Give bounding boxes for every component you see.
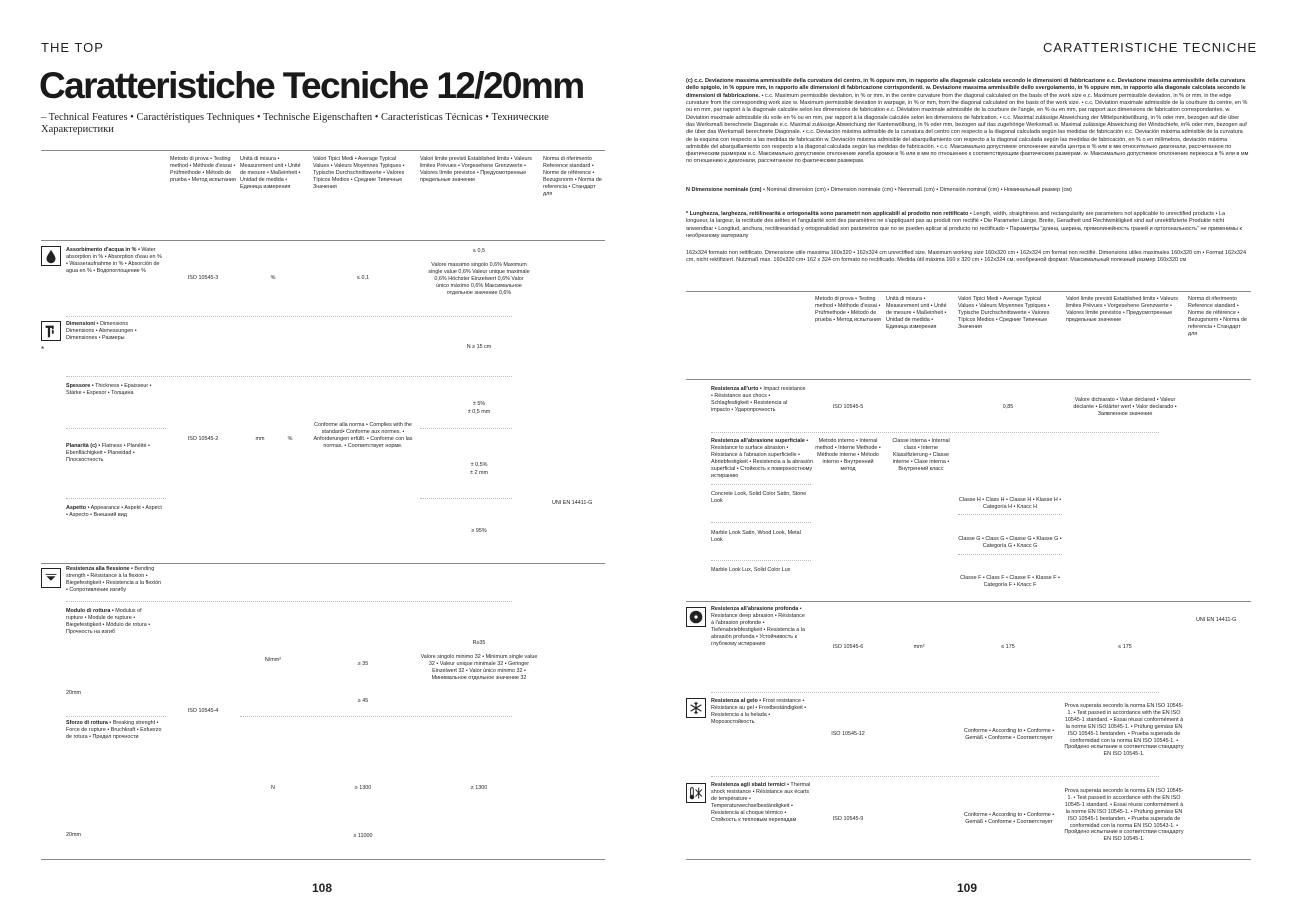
flatness-unit-pct: % bbox=[287, 436, 293, 442]
dimensions-star: * bbox=[41, 345, 45, 354]
right-header-norm: Norma di riferimento Reference standard • Norme de référence • Bezugsnorm • Norma de referencia • Стандарт для bbox=[1188, 296, 1247, 337]
right-deep-rule bbox=[686, 601, 1251, 602]
thermal-shock-icon bbox=[686, 783, 706, 803]
left-header-top-rule bbox=[41, 150, 605, 151]
deep-abrasion-limit: ≤ 175 bbox=[1118, 644, 1132, 650]
right-header-limits: Valori limite previsti Established limits • Valeurs limites Prévues • Vorgesehene Grenzwerte • Valores límite previstos • Предусмотренные предельные значение bbox=[1066, 296, 1178, 323]
right-header-top-rule bbox=[686, 291, 1251, 292]
left-page-number: 108 bbox=[312, 881, 333, 895]
left-header-limits: Valori limite previsti Established limits • Valeurs limites Prévues • Vorgesehene Grenzwerte • Valores límite previstos • Предусмотренные предельные значение bbox=[420, 156, 532, 183]
divider bbox=[711, 692, 1159, 693]
page-title: Caratteristiche Tecniche 12/20mm bbox=[39, 65, 584, 106]
left-header-norm: Norma di riferimento Reference standard • Norme de référence • Bezugsnorm • Norma de referencia • Стандарт для bbox=[543, 156, 602, 197]
breaking-typical: ≥ 1300 bbox=[354, 785, 372, 791]
impact-limit: Valore dichiarato • Value declared • Valeur déclarée • Erklärter wert • Valor declarado • Заявленное значение bbox=[1073, 397, 1177, 417]
flatness-label: Planarità (c) • Flatness • Planéité • Ebenflächigkeit • Planeidad • Плоскостность bbox=[66, 443, 150, 463]
rupture-method: ISO 10545-4 bbox=[187, 708, 219, 714]
marble-lux-label: Marble Look Lux, Solid Color Lux bbox=[711, 567, 791, 573]
divider bbox=[66, 716, 166, 717]
water-drop-icon bbox=[41, 246, 61, 266]
thermal-limit: Prova superata secondo la norma EN ISO 10545-1. • Test passed in accordance with the EN ISO 10545-1 standard. • Essai réussi conformément à la norme EN ISO 10545-1. • Prüfung gemäss EN ISO 10545-1 bestanden. • Prueba superada de conformidad con la norma EN ISO 10543-1. • Пройдено испытание в соответствии стандарту EN ISO 10545-1. bbox=[1064, 788, 1184, 843]
right-page-number: 109 bbox=[957, 881, 978, 895]
right-header-unit: Unità di misura • Measurement unit • Unité de mesure • Maßeinheit • Unidad de medida • Единица измерения bbox=[886, 296, 947, 330]
left-header-unit: Unità di misura • Measurement unit • Unité de mesure • Maßeinheit • Unidad de medida • Единица измерения bbox=[240, 156, 301, 190]
impact-label: Resistenza all'urto • Impact resistance • Résistance aux chocs • Schlagfestigkeit • Resistencia al impacto • Ударопрочность bbox=[711, 386, 806, 413]
thickness-limit-1: ± 5% bbox=[472, 401, 486, 407]
surface-abrasion-label: Resistenza all'abrasione superficiale • Resistance to surface abrasion • Résistance à l'abrasion superficielle • Abriebfestigkeit • Resistencia a la abrasión superficial • Стойкость к поверхностному истиранию bbox=[711, 438, 813, 479]
impact-method: ISO 10545-5 bbox=[832, 404, 864, 410]
rupture-typical-20mm: ≥ 45 bbox=[357, 698, 369, 704]
appearance-label: Aspetto • Appearance • Aspekt • Aspect • Aspecto • Внешний вид bbox=[66, 505, 162, 518]
divider bbox=[240, 716, 512, 717]
divider bbox=[958, 514, 1062, 515]
deep-abrasion-icon bbox=[686, 607, 706, 627]
left-header-method: Metodo di prova • Testing method • Méthode d'essai • Prüfmethode • Método de prueba • Метод испытания bbox=[170, 156, 236, 183]
frost-method: ISO 10545-12 bbox=[831, 731, 865, 737]
right-bottom-rule bbox=[686, 859, 1251, 860]
concrete-look-label: Concrete Look, Solid Color Satin, Stone Look bbox=[711, 491, 807, 504]
left-header-typical: Valori Tipici Medi • Average Typical Values • Valeurs Moyennes Typiques • Typische Durchschnittswerte • Valores Típicos Medios • Средние Типичные Значения bbox=[313, 156, 405, 190]
breaking-limit: ≥ 1300 bbox=[470, 785, 488, 791]
water-unit: % bbox=[270, 275, 276, 281]
thermal-method: ISO 10545-9 bbox=[832, 816, 864, 822]
note-unrectified: * Lunghezza, larghezza, rettilinearità e ortogonalità sono parametri non applicabili al prodotto non rettificato • Length, width, straightness and rectangularity are parameters not applicable to unrectified products • La longueur, la largeur, la rectitude des arêtes et l'angularité sont des paramètres ne s'appliquant pas au produit non rectifié • Die Parameter Länge, Breite, Geradheit und Rechtwinkligkeit sind auf unrektifizierte Produkte nicht anwendbar • Longitud, anchura, rectilinearidad y ortogonalidad son parámetros que no se pueden aplicar al producto no rectificado • Параметры "длина, ширина, прямолинейность граней и ортогональность" не применимы к необрезному материалу bbox=[686, 211, 1242, 239]
left-eyebrow: THE TOP bbox=[41, 40, 104, 55]
page-subtitle: – Technical Features • Caractéristiques Techniques • Technische Eigenschaften • Características Técnicas • Технические Характеристики bbox=[41, 112, 549, 136]
flatness-typical: Conforme alla norma • Complies with the standard• Conforme aux normes. • Anforderungen erfüllt. • Conforme con las normas. • Соответствует норме. bbox=[313, 422, 413, 449]
dimensions-limit: N ≥ 15 cm bbox=[466, 344, 492, 350]
thickness-label: Spessore • Thickness • Epaisseur • Stärke • Espesor • Толщина bbox=[66, 383, 152, 396]
breaking-typical-20mm: ≥ 11000 bbox=[353, 833, 373, 839]
left-bottom-rule bbox=[41, 859, 605, 860]
frost-limit: Prova superata secondo la norma EN ISO 10545-1. • Test passed in accordance with the EN ISO 10545-1 standard. • Essai réussi conformément à la norme EN ISO 10545-1. • Prüfung gemäss EN ISO 10545-1 bestanden. • Prueba superada de conformidad con la norma EN ISO 10545-1. • Пройдено испытание в соответствии стандарту EN ISO 10545-1. bbox=[1064, 703, 1184, 758]
left-bending-rule bbox=[41, 563, 605, 564]
deep-abrasion-norm: UNI EN 14411-G bbox=[1196, 617, 1237, 623]
deep-abrasion-label: Resistenza all'abrasione profonda • Resistance deep abrasion • Résistance à l'abrasion profonde • Tiefenabriebfestigkeit • Resistencia a la abrasión profunda • Устойчивость к глубокому истиранию bbox=[711, 606, 805, 647]
appearance-norm: UNI EN 14411-G bbox=[552, 500, 593, 506]
divider bbox=[66, 376, 512, 377]
note-format: 162x324 formato non rettificato. Dimensione utile massima 160x320 • 162x324 cm unrectified size. Maximum working size 160x320 cm • 162x324 cm format non rectifié. Dimensions utiles maximales 160x320 cm • Format 162x324 cm, nicht rektifiziert. Nutzmaß max. 160x320 cm• 162 x 324 cm formato no rectificado. Medida útil máxima 160 x 320 cm • 162x324 см, необрезной формат. Максимальный полезный размер 160x320 см bbox=[686, 250, 1247, 264]
breaking-thickness: 20mm bbox=[66, 832, 81, 838]
deep-abrasion-typical: ≤ 175 bbox=[1001, 644, 1015, 650]
left-section-rule bbox=[41, 240, 605, 241]
note-curvature: (c) c.c. Deviazione massima ammissibile della curvatura del centro, in % oppure mm, in rapporto alla diagonale calcolata secondo le dimensioni di fabbricazione e.c. Deviazione massima ammissibile della curvatura dello spigolo, in % oppure mm, in rapporto alle dimensioni di fabbricazione corrispondenti. w. Deviazione massima ammissibile dello svergolamento, in % oppure mm, in rapporto alla diagonale calcolata secondo le dimensioni di fabbricazione. • c.c. Maximum permissible deviation, in % or mm, in the centre curvature from the diagonal calculated on the basis of the work size e.c. Maximum permissible deviation, in % or mm, in the edge curvature from the corresponding work size w. Maximum permissible deviation in warpage, in % or mm, from the diagonal calculated on the basis of the work size. • c.c. Déviation maximale admissible de la courbure du centre, en % ou en mm, par rapport à la diagonale calculée selon les dimensions de fabrication e.c. Déviation maximale admissible de la courbure de l'angle, en % ou en mm, par rapport aux dimensions de fabrication correspondantes. w. Déviation maximale admissible du voile en % ou en mm, par rapport à la diagonale calculée selon les dimensions de fabrication. • c.c. Maximal zulässige Abweichung der Mittelpunktwölbung, in % oder mm, bezogen auf die über das Werksmaß berechnete Diagonale e.c. Maximal zulässige Abweichung der Kantenwölbung, in % oder mm, bezogen auf das zugehörige Werksmaß w. Maximal zulässige Abweichung der Windschiefe, in% oder mm, bezogen auf die über das Werksmaß berechnete Diagonale. • c.c. Deviación máxima admisible de la curvatura del centro con respecto a la diagonal calculada según las medidas de fabricación e.c. Deviación máxima admisible de la curvatura de la esquina con respecto a las medidas de fabricación w. Deviación máxima admisible del abarquillamiento con respecto a la diagonal calculada según las medidas de fabricación, en % o en milímetros, deviación máxima admisible del abarquillamiento con respecto a la diagonal calculada según las medidas de fabricación. • c.c. Максимально допустимое отклонение изгиба центра в % или в мм относительно диагонали, рассчитанное по фактическим размерам e.c. Максимально допустимое отклонение изгиба кромки в % или в мм по отношению к соответствующим фактическим размерам. w. Максимально допустимое отклонение перекоса в % или в мм по отношению к диагонали, рассчитанное по фактическим размерам. bbox=[686, 78, 1249, 165]
concrete-look-class: Classe H • Class H • Classe H • Klasse H • Categoría H • Класс H bbox=[958, 497, 1062, 510]
note-nominal: N Dimensione nominale (cm) • Nominal dimension (cm) • Dimension nominale (cm) • Nennmaß (cm) • Dimensión nominal (cm) • Номинальный размер (см) bbox=[686, 187, 1072, 193]
dimensions-label: Dimensioni • Dimensions Dimensions • Abmessungen • Dimensiones • Размеры bbox=[66, 321, 137, 341]
bending-icon bbox=[41, 568, 61, 588]
impact-typical: 0,85 bbox=[1002, 404, 1014, 410]
divider bbox=[711, 484, 811, 485]
divider bbox=[711, 432, 1159, 433]
caliper-icon bbox=[41, 321, 61, 341]
surface-abrasion-unit: Classe interna • Internal class • Interne Klassifizierung • Classe interne • Clase interna • Внутренний класс bbox=[892, 438, 950, 472]
water-method: ISO 10545-3 bbox=[187, 275, 219, 281]
thickness-limit-2: ± 0,5 mm bbox=[467, 409, 491, 415]
thermal-typical: Conforme • According to • Conforme • Gemäß • Conforme • Соответствует bbox=[963, 812, 1055, 825]
deep-abrasion-unit: mm³ bbox=[913, 644, 925, 650]
rupture-typical: ≥ 35 bbox=[357, 661, 369, 667]
rupture-thickness: 20mm bbox=[66, 690, 81, 696]
divider bbox=[66, 601, 512, 602]
right-section-rule bbox=[686, 379, 1251, 380]
divider bbox=[66, 498, 166, 499]
water-typical: ≤ 0,1 bbox=[357, 275, 369, 281]
flatness-limit-1: ± 0,5% bbox=[470, 462, 488, 468]
thermal-label: Resistenza agli sbalzi termici • Thermal shock resistance • Résistance aux écarts de température • Temperaturwechselbeständigkeit • Resistencia al choque térmico • Стойкость к тепловым перепадам bbox=[711, 782, 811, 823]
flatness-method: ISO 10545-2 bbox=[187, 436, 219, 442]
right-header-typical: Valori Tipici Medi • Average Typical Values • Valeurs Moyennes Typiques • Typische Durchschnittswerte • Valores Típicos Medios • Средние Типичные Значения bbox=[958, 296, 1050, 330]
rupture-label: Modulo di rottura • Modulus of rupture • Module de rupture • Biegefestigkeit • Módulo de rotura • Прочность на изгиб bbox=[66, 608, 151, 635]
frost-label: Resistenza al gelo • Frost resistance • Résistance au gel • Frostbeständigkeit • Resistencia a la helada • Морозостойкость bbox=[711, 698, 807, 725]
deep-abrasion-method: ISO 10545-6 bbox=[832, 644, 864, 650]
rupture-unit: N/mm² bbox=[264, 657, 282, 663]
breaking-unit: N bbox=[271, 785, 275, 791]
divider bbox=[711, 560, 811, 561]
bending-label: Resistenza alla flessione • Bending strength • Résistance à la flexion • Biegefestigkeit • Resistencia a la flexión • Сопротивление изгибу bbox=[66, 566, 162, 593]
divider bbox=[420, 498, 512, 499]
right-header-method: Metodo di prova • Testing method • Méthode d'essai • Prüfmethode • Método de prueba • Метод испытания bbox=[815, 296, 881, 323]
divider bbox=[66, 316, 512, 317]
snowflake-icon bbox=[686, 698, 706, 718]
rupture-limit-desc: Valore singolo minimo 32 • Minimum single value 32 • Valeur unique minimale 32 • Geringer Einzelwert 32 • Valor único mínimo 32 • Минимальное отдельное значение 32 bbox=[420, 654, 538, 681]
divider bbox=[420, 428, 512, 429]
surface-abrasion-method: Metodo interno • Internal method • Interne Methode • Méthode interne • Método interno • Внутренний метод bbox=[815, 438, 881, 472]
divider bbox=[66, 428, 166, 429]
right-eyebrow: CARATTERISTICHE TECNICHE bbox=[1043, 40, 1258, 55]
marble-satin-class: Classe G • Class G • Classe G • Klasse G • Categoría G • Класс G bbox=[958, 536, 1062, 549]
flatness-unit-mm: mm bbox=[255, 436, 265, 442]
water-limit-desc: Valore massimo singolo 0,6% Maximum single value 0,6% Valeur unique maximale 0,6% Höchster Einzelwert 0,6% Valor único máximo 0,6% Максимальное отдельное значение 0,6% bbox=[428, 262, 530, 296]
appearance-limit: ≥ 95% bbox=[471, 528, 487, 534]
marble-lux-class: Classe F • Class F • Classe F • Klasse F • Categoría F • Класс F bbox=[960, 575, 1060, 588]
flatness-limit-2: ± 2 mm bbox=[470, 470, 488, 476]
water-absorption-label: Assorbimento d'acqua in % • Water absorption in % • Absorption d'eau en % • Wasseraufnahme in % • Absorción de agua en % • Водопоглощение % bbox=[66, 247, 162, 274]
rupture-limit-top: R≥35 bbox=[472, 640, 486, 646]
divider bbox=[711, 776, 1159, 777]
divider bbox=[711, 522, 811, 523]
breaking-label: Sforzo di rottura • Breaking strenght • Force de rupture • Bruchkraft • Esfuerzo de rotura • Предел прочности bbox=[66, 720, 162, 740]
water-limit-top: ≤ 0,5 bbox=[473, 248, 485, 254]
marble-satin-label: Marble Look Satin, Wood Look, Metal Look bbox=[711, 530, 801, 543]
divider bbox=[958, 554, 1062, 555]
frost-typical: Conforme • According to • Conforme • Gemäß • Conforme • Соответствует bbox=[963, 728, 1055, 741]
